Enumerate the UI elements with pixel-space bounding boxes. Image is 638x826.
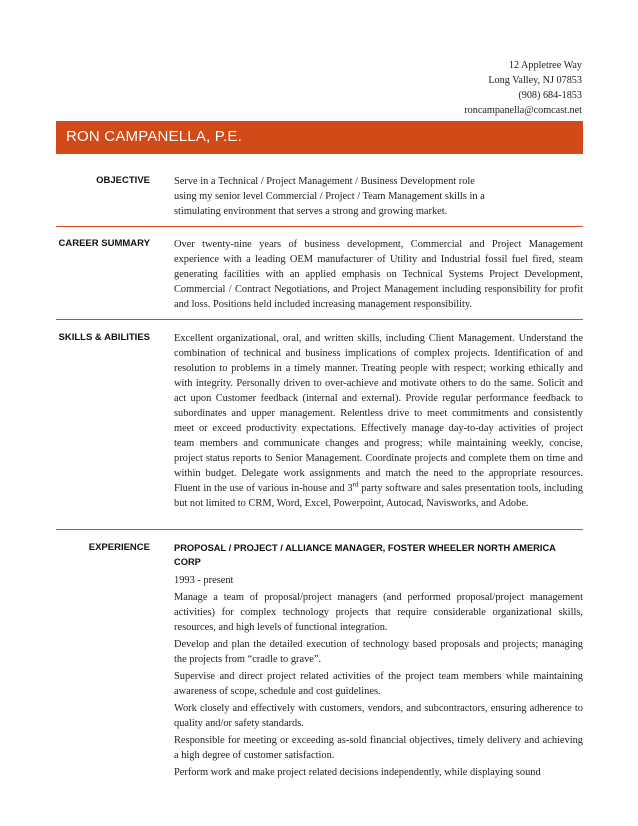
section-divider: [56, 226, 583, 227]
skills-text-part: party software and sales presentation tools, including but not limited to CRM, Word, Excel, Powerpoint, Autocad, Navisworks, and Adobe.: [174, 483, 583, 509]
experience-content: [174, 541, 583, 780]
job-duty: Supervise and direct project related activities of the project team members while maintaining awareness of scope, schedule and cost guidelines.: [174, 671, 583, 697]
job-dates: 1993 - present: [174, 575, 234, 586]
contact-block: [464, 58, 582, 118]
job-duty: Manage a team of proposal/project managers (and performed proposal/project management activities) for complex technology projects that require considerable organizational skills, resources, and high levels of functional integration.: [174, 592, 583, 633]
candidate-name: RON CAMPANELLA, P.E.: [66, 128, 243, 145]
section-divider: [56, 529, 583, 530]
job-duty: Responsible for meeting or exceeding as-sold financial objectives, timely delivery and achieving a high degree of customer satisfaction.: [174, 735, 583, 761]
experience-label: EXPERIENCE: [88, 542, 150, 553]
ordinal-suffix: rd: [352, 480, 359, 489]
objective-label: OBJECTIVE: [96, 175, 150, 186]
job-duty: Develop and plan the detailed execution of technology based proposals and projects; managing the projects from “cradle to grave”.: [174, 639, 583, 665]
job-duty: Perform work and make project related decisions independently, while displaying sound: [174, 767, 541, 778]
objective-text: [174, 174, 583, 219]
objective-line: using my senior level Commercial / Project / Team Management skills in a: [174, 191, 485, 202]
objective-line: Serve in a Technical / Project Management / Business Development role: [174, 176, 475, 187]
career-summary-text: Over twenty-nine years of business development, Commercial and Project Management experience with a leading OEM manufacturer of Utility and Industrial fossil fuel fired, steam generating facilities with an applied emphasis on Technical Systems Project Development, Commercial / Contract Negotiations, and Project Management including responsibility for profit and loss. Positions held included increasing management responsibility.: [174, 239, 583, 310]
skills-text: [174, 331, 583, 511]
phone: (908) 684-1853: [518, 90, 582, 101]
address-line-2: Long Valley, NJ 07853: [488, 75, 582, 86]
skills-label: SKILLS & ABILITIES: [58, 332, 150, 343]
email: roncampanella@comcast.net: [464, 105, 582, 116]
career-summary-label: CAREER SUMMARY: [58, 238, 150, 249]
job-title: PROPOSAL / PROJECT / ALLIANCE MANAGER, FOSTER WHEELER NORTH AMERICA CORP: [174, 543, 556, 567]
address-line-1: 12 Appletree Way: [508, 60, 582, 71]
job-duty: Work closely and effectively with customers, vendors, and subcontractors, ensuring adherence to quality and/or safety standards.: [174, 703, 583, 729]
skills-text-part: Excellent organizational, oral, and written skills, including Client Management. Understand the combination of technical and business implications of complex projects. Identification of and resolution to problems in a timely manner. Treating people with respect; working ethically and with integrity. Personally driven to over-achieve and motivate others to do the same. Solicit and act upon Customer feedback (internal and external). Provide regular performance feedback to subordinates and upper management. Relentless drive to meet commitments and consistently meet or exceed productivity expectations. Effectively manage day-to-day activities of project team members and communicate changes and progress; while maintaining weekly, concise, project status reports to Senior Management. Coordinate projects and complete them on time and within budget. Delegate work assignments and match the need to the appropriate resources. Fluent in the use of various in-house and 3: [174, 333, 583, 494]
objective-line: stimulating environment that serves a strong and growing market.: [174, 206, 448, 217]
name-banner: [56, 121, 583, 154]
section-divider: [56, 319, 583, 320]
